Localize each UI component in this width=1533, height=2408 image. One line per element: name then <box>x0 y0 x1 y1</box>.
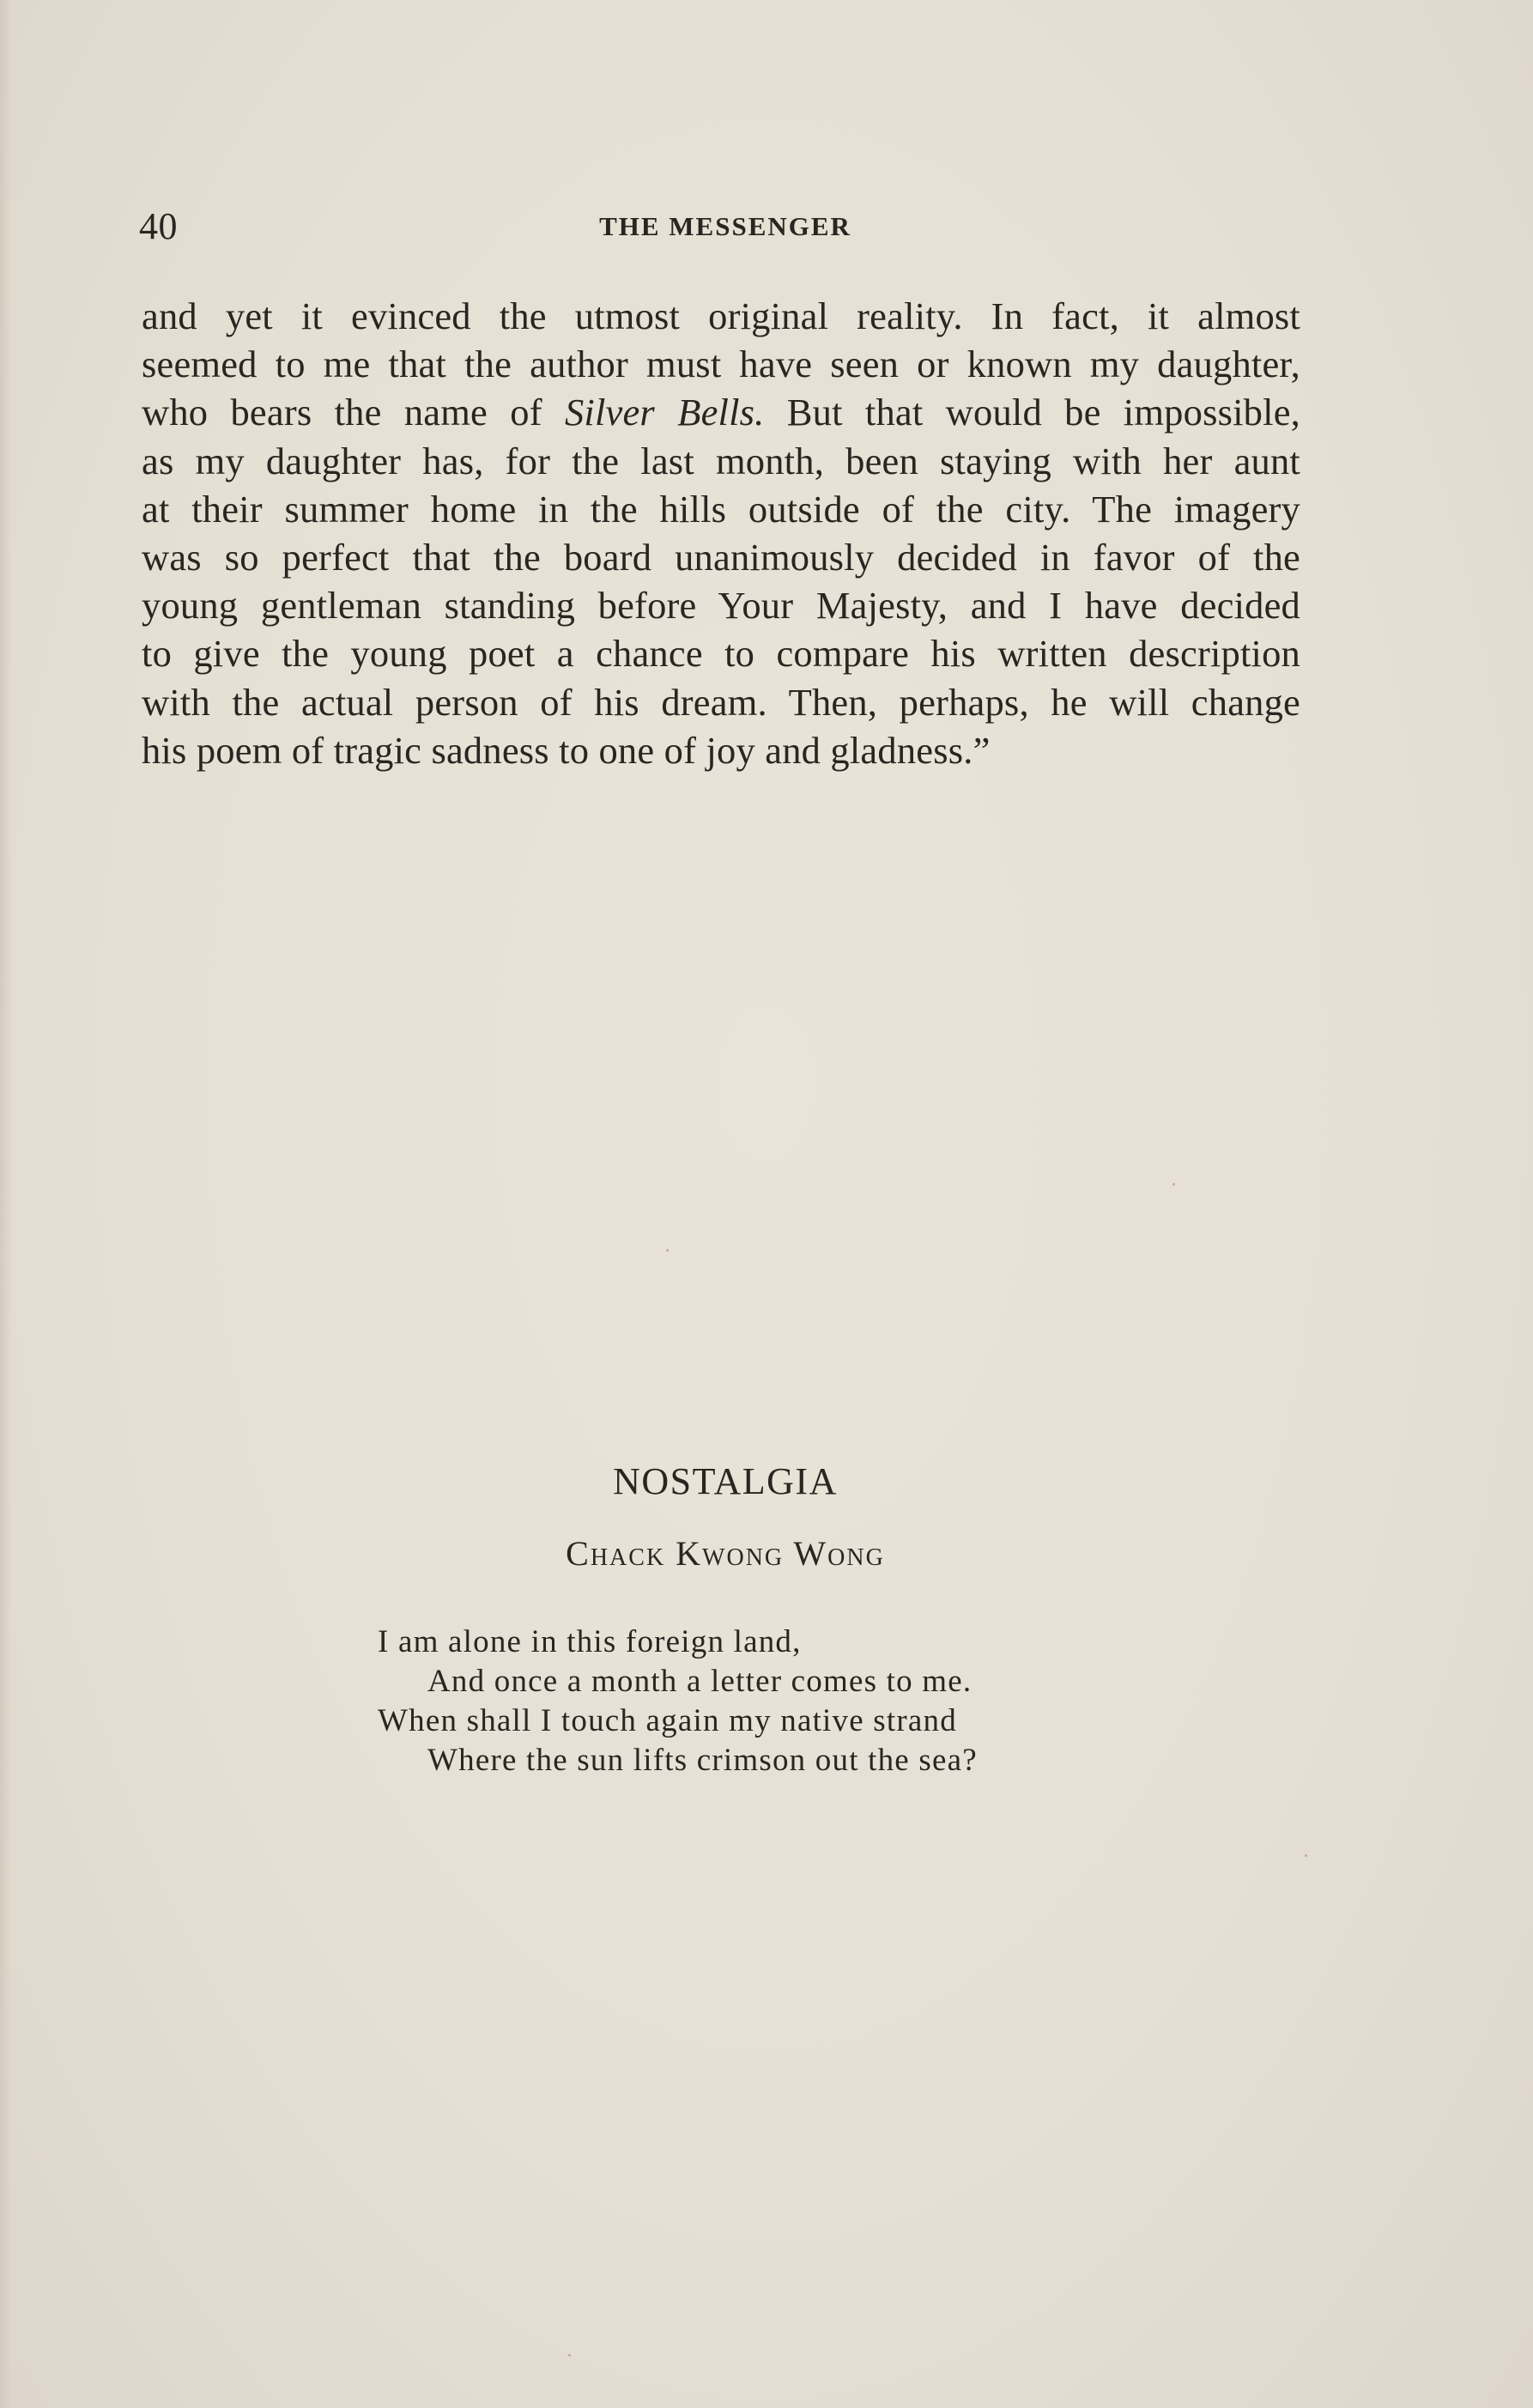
poem-author: Chack Kwong Wong <box>566 1534 885 1573</box>
paper-speck <box>1172 1183 1175 1186</box>
prose-paragraph <box>142 292 1300 774</box>
prose-line: young gentleman standing before Your Majesty, and I have decided <box>142 584 1300 628</box>
poem-verse: Where the sun lifts crimson out the sea? <box>427 1743 978 1778</box>
paper-speck <box>568 2354 571 2356</box>
poem-verse: I am alone in this foreign land, <box>378 1624 802 1659</box>
prose-line: was so perfect that the board unanimously decided in favor of the <box>142 535 1300 579</box>
prose-line-with-italic <box>142 388 1300 436</box>
prose-line: and yet it evinced the utmost original reality. In fact, it almost <box>142 294 1300 337</box>
prose-line: seemed to me that the author must have seen or known my daughter, <box>142 343 1300 386</box>
page-number: 40 <box>139 205 178 247</box>
prose-text: who bears the name of <box>142 391 565 434</box>
poem-stanza <box>378 1623 1150 1780</box>
prose-line: his poem of tragic sadness to one of joy and gladness.” <box>142 728 991 772</box>
prose-line: as my daughter has, for the last month, been staying with her aunt <box>142 439 1300 482</box>
prose-text: But that would be impossible, <box>764 391 1300 434</box>
paper-speck <box>1305 1854 1307 1857</box>
italic-title: Silver Bells. <box>564 391 765 434</box>
poem-verse: When shall I touch again my native strand <box>378 1703 957 1738</box>
prose-line: to give the young poet a chance to compare his written description <box>142 632 1300 676</box>
poem-title: NOSTALGIA <box>613 1460 838 1502</box>
running-head: THE MESSENGER <box>599 211 851 241</box>
paper-speck <box>666 1249 669 1252</box>
prose-line: at their summer home in the hills outside of the city. The imagery <box>142 487 1300 531</box>
prose-line: with the actual person of his dream. Then, perhaps, he will change <box>142 680 1300 724</box>
page-gutter-shadow <box>0 0 12 2408</box>
poem-verse: And once a month a letter comes to me. <box>427 1664 973 1699</box>
